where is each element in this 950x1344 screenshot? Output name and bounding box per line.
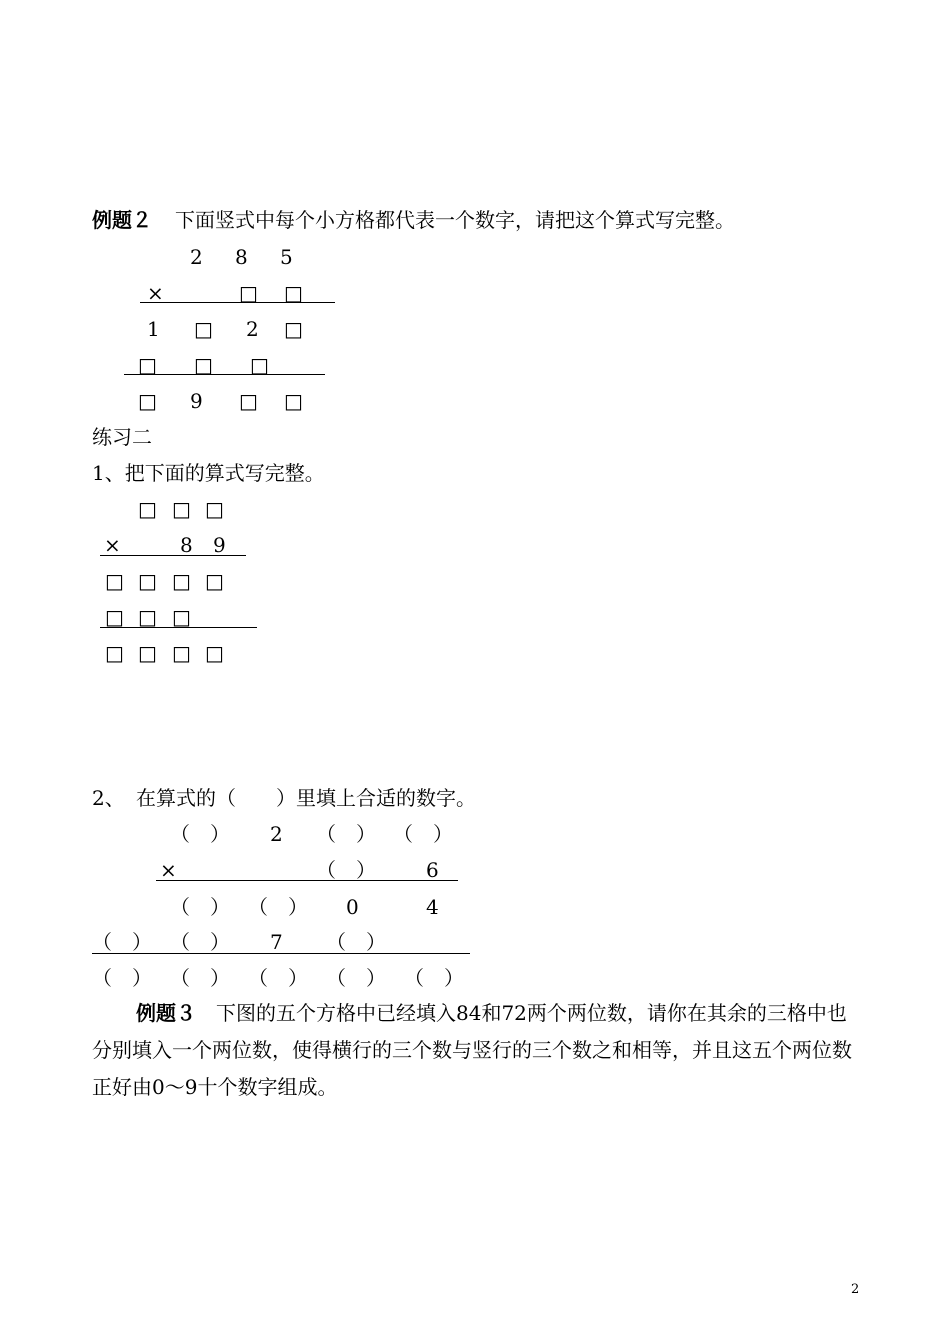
q2-r2-d2: 6 — [426, 858, 439, 882]
ex2-r3-d4: □ — [284, 317, 303, 341]
q2-r5-p2: （ ） — [170, 966, 230, 990]
q2-r5-p4: （ ） — [326, 966, 386, 990]
q2-r3-d3: 0 — [346, 895, 359, 919]
q2-r4-d3: 7 — [270, 930, 283, 954]
q2-r4-p2: （ ） — [170, 930, 230, 954]
example3-text: 下图的五个方格中已经填入84和72两个两位数，请你在其余的三格中也分别填入一个两位数，使得横行的三个数与竖行的三个数之和相等，并且这五个两位数正好由0～9十个数字组成。 — [92, 1001, 852, 1099]
ex2-r4-box1: □ — [138, 353, 157, 377]
q1-r5-box1: □ — [105, 641, 124, 665]
example3-paragraph — [92, 995, 862, 1106]
q2-r1-p1: （ ） — [170, 822, 230, 846]
q2-times-sign: × — [160, 858, 177, 882]
q2-r3-p2: （ ） — [248, 895, 308, 919]
q1-r4-box1: □ — [105, 605, 124, 629]
q2-r1-p3: （ ） — [316, 822, 376, 846]
q2-r1-d2: 2 — [270, 822, 283, 846]
q2-rule-1 — [156, 880, 458, 881]
ex2-r4-box3: □ — [250, 353, 269, 377]
q2-r4-p4: （ ） — [326, 930, 386, 954]
practice2-q2-text: 在算式的（ ）里填上合适的数字。 — [136, 786, 476, 810]
ex2-r3-d1: 1 — [147, 317, 160, 341]
ex2-r3-d3: 2 — [246, 317, 259, 341]
ex2-rule-1 — [140, 302, 335, 303]
ex2-r2-box2: □ — [284, 281, 303, 305]
q1-r2-d1: 8 — [180, 533, 193, 557]
q2-r4-p1: （ ） — [92, 930, 152, 954]
q1-times-sign: × — [104, 533, 121, 557]
q2-r3-p1: （ ） — [170, 895, 230, 919]
q1-rule-1 — [100, 555, 246, 556]
practice2-heading: 练习二 — [92, 425, 152, 449]
q1-r1-box3: □ — [205, 497, 224, 521]
q1-r1-box2: □ — [172, 497, 191, 521]
ex2-r4-box2: □ — [194, 353, 213, 377]
q1-r5-box2: □ — [138, 641, 157, 665]
practice2-q2-number: 2、 — [92, 786, 125, 810]
ex2-r5-d3: □ — [239, 389, 258, 413]
q2-r5-p1: （ ） — [92, 966, 152, 990]
ex2-r1-d1: 2 — [190, 245, 203, 269]
q1-r2-d2: 9 — [213, 533, 226, 557]
ex2-r3-d2: □ — [194, 317, 213, 341]
q1-r3-box2: □ — [138, 569, 157, 593]
ex2-rule-2 — [124, 374, 325, 375]
ex2-r1-d2: 8 — [235, 245, 248, 269]
ex2-r2-box1: □ — [239, 281, 258, 305]
q1-r5-box4: □ — [205, 641, 224, 665]
q1-r1-box1: □ — [138, 497, 157, 521]
q1-r4-box2: □ — [138, 605, 157, 629]
q1-r4-box3: □ — [172, 605, 191, 629]
example2-label: 例题２ — [92, 208, 152, 232]
example2-text: 下面竖式中每个小方格都代表一个数字，请把这个算式写完整。 — [175, 208, 735, 232]
q2-r3-d4: 4 — [426, 895, 439, 919]
q2-rule-2 — [92, 953, 470, 954]
q1-r5-box3: □ — [172, 641, 191, 665]
ex2-r5-d2: 9 — [190, 389, 203, 413]
q1-r3-box4: □ — [205, 569, 224, 593]
q2-r5-p3: （ ） — [248, 966, 308, 990]
example3-label: 例题３ — [136, 1001, 196, 1025]
practice2-q1-text: 1、把下面的算式写完整。 — [92, 461, 325, 485]
q2-r5-p5: （ ） — [404, 966, 464, 990]
ex2-r1-d3: 5 — [280, 245, 293, 269]
ex2-times-sign: × — [147, 281, 164, 305]
ex2-r5-d4: □ — [284, 389, 303, 413]
q2-r1-p4: （ ） — [393, 822, 453, 846]
q1-r3-box3: □ — [172, 569, 191, 593]
ex2-r5-d1: □ — [138, 389, 157, 413]
q1-rule-2 — [100, 627, 257, 628]
q2-r2-p1: （ ） — [316, 858, 376, 882]
page-number: 2 — [851, 1282, 860, 1297]
q1-r3-box1: □ — [105, 569, 124, 593]
